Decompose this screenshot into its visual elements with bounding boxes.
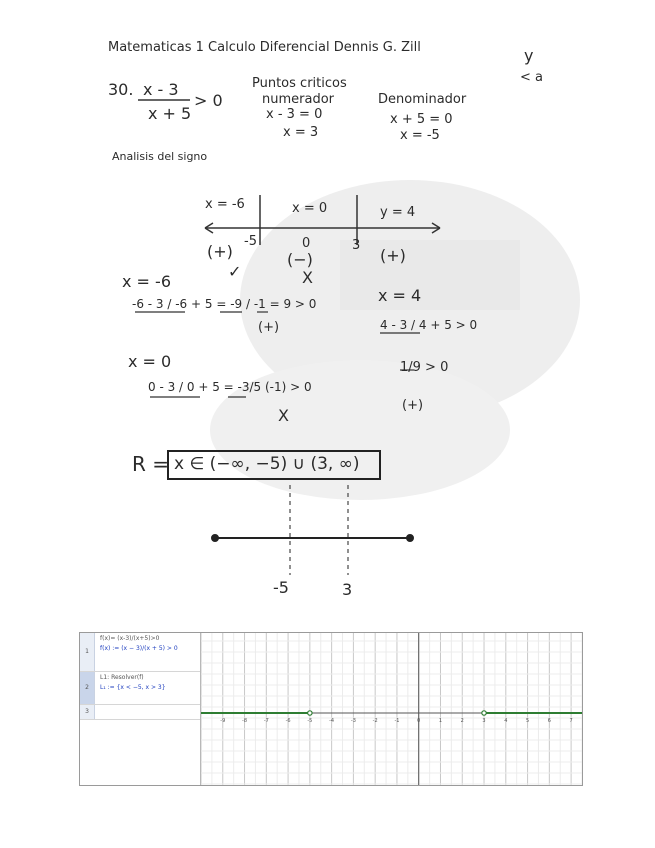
cross-mark-2: X [302, 268, 313, 287]
x-tick-label: -6 [285, 718, 291, 724]
x-tick-label: 3 [482, 718, 486, 724]
x-tick-label: -5 [307, 718, 313, 724]
header-title: Matematicas 1 Calculo Diferencial Dennis G. Zill [108, 40, 421, 55]
denominator-solution: x = -5 [400, 128, 440, 143]
sign-2: (−) [287, 250, 313, 269]
row-command: L1: Resolver(f) [100, 674, 144, 681]
x-tick-label: -3 [350, 718, 356, 724]
case3-fraction: 1/9 > 0 [400, 360, 449, 375]
row-number: 3 [80, 705, 95, 719]
x-tick-label: -1 [394, 718, 400, 724]
row-result: f(x) := (x − 3)/(x + 5) > 0 [100, 645, 178, 652]
case3-sign: (+) [402, 398, 424, 413]
x-tick-label: -7 [263, 718, 269, 724]
sign-1: (+) [207, 242, 233, 261]
algebra-row-1[interactable] [80, 633, 200, 672]
graphics-view[interactable] [201, 633, 582, 785]
row-input[interactable] [98, 705, 200, 709]
x-tick-label: 6 [547, 718, 551, 724]
sign-3: (+) [380, 246, 406, 265]
check-mark-1: ✓ [228, 262, 242, 281]
result-prefix: R = [132, 452, 170, 476]
algebra-view [80, 633, 201, 785]
numerator-equation: x - 3 = 0 [266, 107, 323, 122]
result-answer: x ∈ (−∞, −5) ∪ (3, ∞) [174, 454, 360, 474]
x-tick-label: -8 [242, 718, 248, 724]
row-result: L₁ := {x < −5, x > 3} [100, 684, 166, 691]
problem-number: 30. [108, 80, 134, 99]
case2-label: x = 0 [128, 352, 172, 371]
x-tick-label: -9 [220, 718, 226, 724]
x-tick-label: 7 [569, 718, 573, 724]
algebra-row-2[interactable] [80, 672, 200, 705]
x-tick-label: 4 [504, 718, 508, 724]
problem-numerator: x - 3 [143, 80, 179, 99]
problem-relation: > 0 [194, 91, 223, 110]
x-tick-label: 5 [525, 718, 530, 724]
critical-title-1: Puntos criticos [252, 76, 347, 91]
case3-label: x = 4 [378, 286, 422, 305]
case2-mark: X [278, 406, 289, 425]
margin-note-2: < a [520, 70, 543, 85]
problem-denominator: x + 5 [148, 104, 192, 123]
case1-line: -6 - 3 / -6 + 5 = -9 / -1 = 9 > 0 [132, 297, 317, 311]
tick-label-2: 0 [302, 236, 311, 251]
tick-label-1: -5 [244, 234, 257, 249]
open-point-minus5 [308, 711, 312, 715]
numerator-solution: x = 3 [283, 125, 319, 140]
test-label-3: y = 4 [380, 205, 416, 220]
sign-analysis-title: Analisis del signo [112, 150, 208, 163]
margin-note-1: y [524, 46, 534, 65]
x-tick-label: -4 [329, 718, 335, 724]
open-point-3 [482, 711, 486, 715]
test-label-2: x = 0 [292, 201, 328, 216]
row-number: 1 [80, 633, 95, 671]
denominator-title: Denominador [378, 92, 467, 107]
x-tick-label: 0 [417, 718, 421, 724]
case3-line: 4 - 3 / 4 + 5 > 0 [380, 318, 478, 332]
test-label-1: x = -6 [205, 197, 245, 212]
denominator-equation: x + 5 = 0 [390, 112, 453, 127]
row-command: f(x)= (x-3)/(x+5)>0 [100, 635, 160, 642]
case1-sign: (+) [258, 320, 280, 335]
final-label-3: 3 [342, 580, 353, 599]
x-tick-label: -2 [372, 718, 378, 724]
final-label-minus5: -5 [273, 578, 289, 597]
algebra-row-3[interactable] [80, 705, 200, 720]
case2-line: 0 - 3 / 0 + 5 = -3/5 (-1) > 0 [148, 380, 312, 394]
tick-label-3: 3 [352, 238, 361, 253]
critical-title-2: numerador [262, 92, 335, 107]
x-tick-label: 2 [460, 718, 464, 724]
row-number: 2 [80, 672, 95, 704]
x-tick-label: 1 [438, 718, 443, 724]
case1-label: x = -6 [122, 272, 171, 291]
geogebra-window [79, 632, 583, 786]
